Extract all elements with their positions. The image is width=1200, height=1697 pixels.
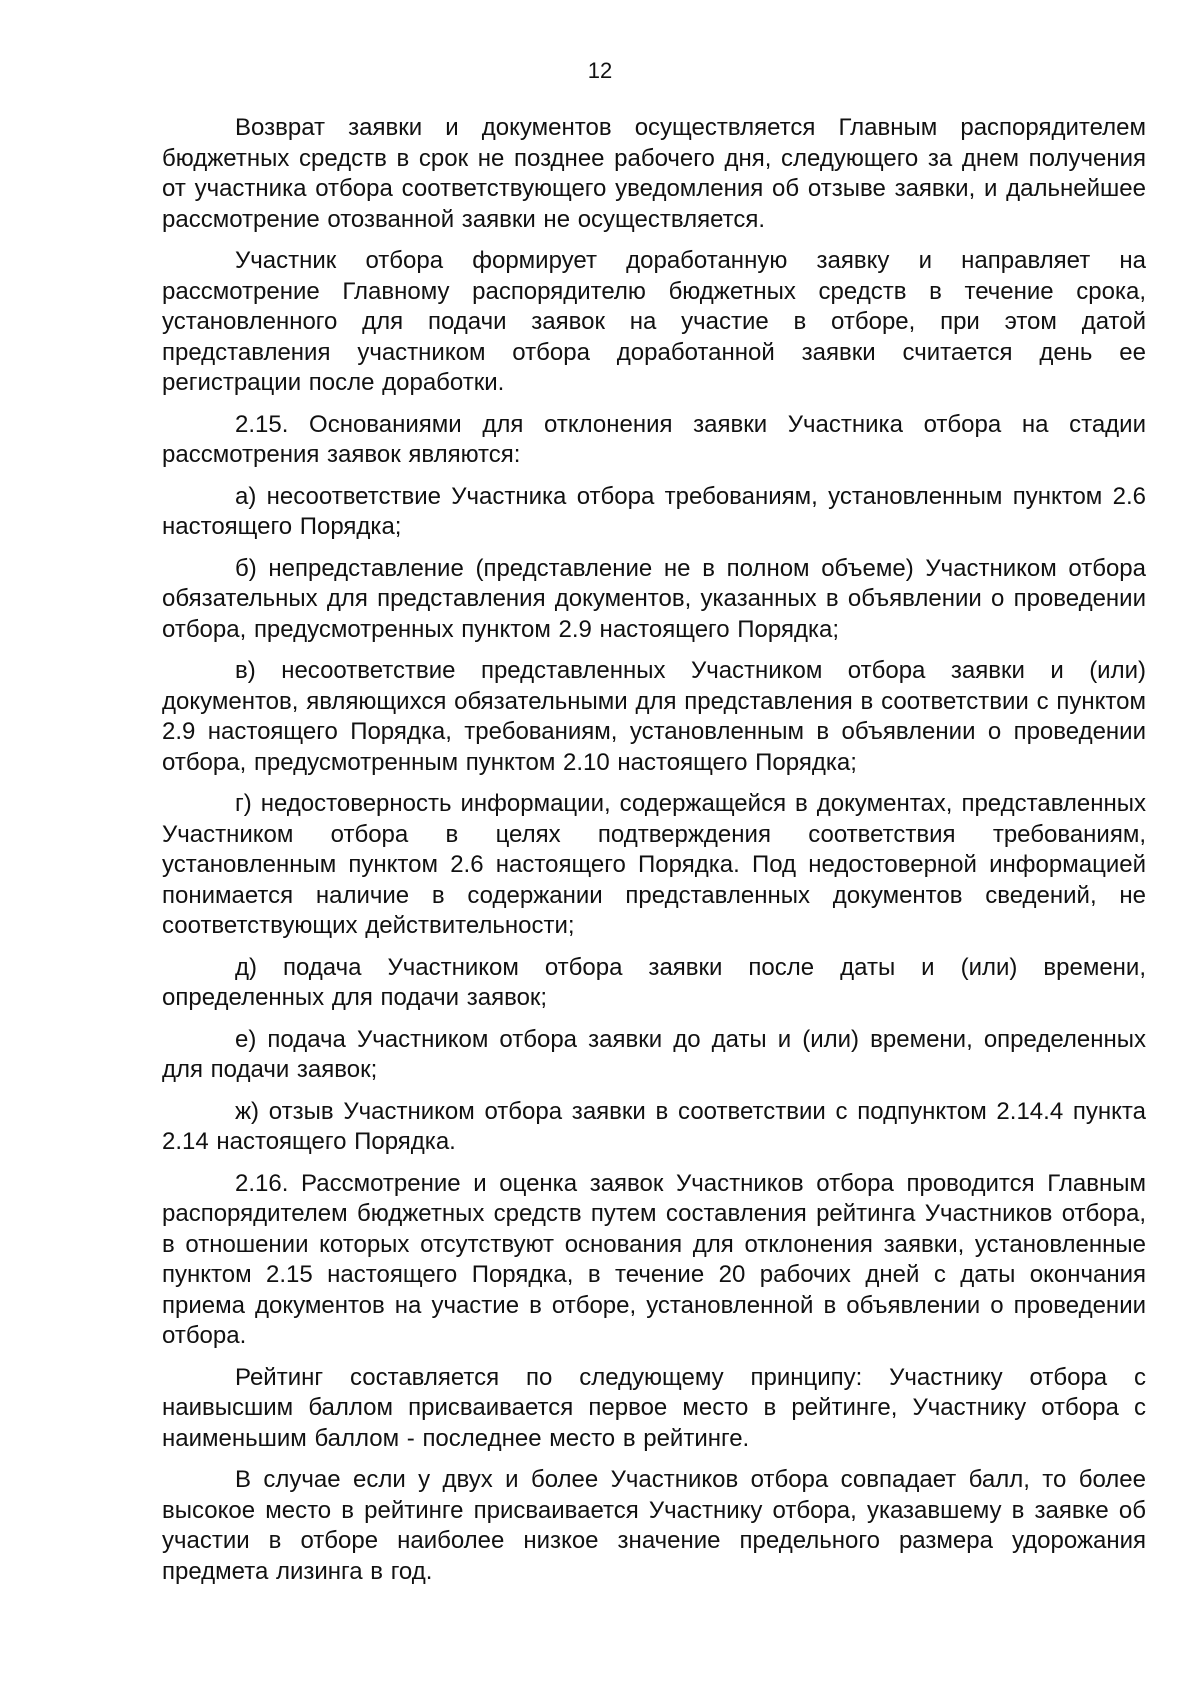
paragraph-rating-principle: Рейтинг составляется по следующему принципу: Участнику отбора с наивысшим баллом присваивается первое место в рейтинге, Участнику отбора с наименьшим баллом - последнее место в рейтинге.	[162, 1363, 1146, 1452]
paragraph-2-15-zh: ж) отзыв Участником отбора заявки в соответствии с подпунктом 2.14.4 пункта 2.14 настоящего Порядка.	[162, 1097, 1146, 1155]
paragraph-tie-break: В случае если у двух и более Участников отбора совпадает балл, то более высокое место в рейтинге присваивается Участнику отбора, указавшему в заявке об участии в отборе наиболее низкое значение предельного размера удорожания предмета лизинга в год.	[162, 1466, 1146, 1585]
document-body	[162, 113, 1146, 1587]
paragraph-2-15-heading: 2.15. Основаниями для отклонения заявки Участника отбора на стадии рассмотрения заявок являются:	[162, 410, 1146, 468]
paragraph-withdrawal-return: Возврат заявки и документов осуществляется Главным распорядителем бюджетных средств в срок не позднее рабочего дня, следующего за днем получения от участника отбора соответствующего уведомления об отзыве заявки, и дальнейшее рассмотрение отозванной заявки не осуществляется.	[162, 114, 1146, 233]
paragraph-2-15-v: в) несоответствие представленных Участником отбора заявки и (или) документов, являющихся обязательными для представления в соответствии с пунктом 2.9 настоящего Порядка, требованиям, установленным в объявлении о проведении отбора, предусмотренным пунктом 2.10 настоящего Порядка;	[162, 657, 1146, 776]
paragraph-revised-application: Участник отбора формирует доработанную заявку и направляет на рассмотрение Главному распорядителю бюджетных средств в течение срока, установленного для подачи заявок на участие в отборе, при этом датой представления участником отбора доработанной заявки считается день ее регистрации после доработки.	[162, 247, 1146, 396]
paragraph-2-15-b: б) непредставление (представление не в полном объеме) Участником отбора обязательных для представления документов, указанных в объявлении о проведении отбора, предусмотренных пунктом 2.9 настоящего Порядка;	[162, 554, 1146, 643]
paragraph-2-16: 2.16. Рассмотрение и оценка заявок Участников отбора проводится Главным распорядителем бюджетных средств путем составления рейтинга Участников отбора, в отношении которых отсутствуют основания для отклонения заявки, установленные пунктом 2.15 настоящего Порядка, в течение 20 рабочих дней с даты окончания приема документов на участие в отборе, установленной в объявлении о проведении отбора.	[162, 1169, 1146, 1349]
page-number: 12	[587, 58, 613, 83]
paragraph-2-15-d: д) подача Участником отбора заявки после даты и (или) времени, определенных для подачи заявок;	[162, 953, 1146, 1011]
paragraph-2-15-g: г) недостоверность информации, содержащейся в документах, представленных Участником отбора в целях подтверждения соответствия требованиям, установленным пунктом 2.6 настоящего Порядка. Под недостоверной информацией понимается наличие в содержании представленных документов сведений, не соответствующих действительности;	[162, 790, 1146, 939]
paragraph-2-15-e: е) подача Участником отбора заявки до даты и (или) времени, определенных для подачи заявок;	[162, 1025, 1146, 1083]
paragraph-2-15-a: а) несоответствие Участника отбора требованиям, установленным пунктом 2.6 настоящего Порядка;	[162, 482, 1146, 540]
